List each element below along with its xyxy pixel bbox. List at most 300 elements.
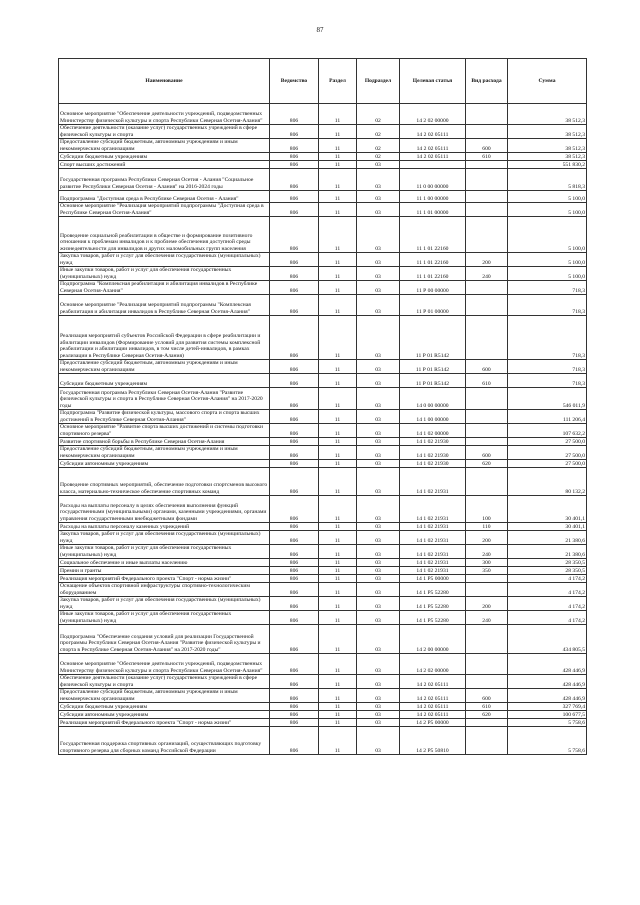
cell-section: 11: [319, 727, 357, 755]
cell-amount: 27 500,0: [508, 446, 587, 460]
cell-target-article: 14 1 02 21930: [400, 438, 466, 446]
cell-department: 806: [270, 169, 319, 191]
cell-subsection: 02: [357, 139, 400, 153]
table-row: [59, 203, 587, 217]
cell-target-article: 14 1 Р5 00000: [400, 575, 466, 583]
cell-department: 806: [270, 496, 319, 523]
cell-name: Основное мероприятие "Развитие спорта высших достижений и системы подготовки спортивного резерва": [59, 424, 270, 438]
cell-section: 11: [319, 139, 357, 153]
cell-name: Подпрограмма "Доступная среда в Республике Северная Осетия - Алания": [59, 191, 270, 203]
cell-target-article: 14 2 02 00000: [400, 654, 466, 675]
cell-section: 11: [319, 295, 357, 316]
cell-amount: 27 500,0: [508, 438, 587, 446]
table-row: [59, 191, 587, 203]
cell-subsection: 03: [357, 388, 400, 410]
cell-expense-type: [466, 316, 508, 360]
cell-expense-type: 600: [466, 139, 508, 153]
cell-expense-type: 110: [466, 523, 508, 531]
cell-department: 806: [270, 675, 319, 689]
cell-expense-type: [466, 217, 508, 253]
table-row: [59, 424, 587, 438]
cell-department: 806: [270, 253, 319, 267]
cell-amount: 434 805,5: [508, 625, 587, 654]
cell-department: 806: [270, 559, 319, 567]
cell-target-article: 14 1 02 21931: [400, 545, 466, 559]
cell-name: Закупка товаров, работ и услуг для обеспечения государственных (муниципальных) нужд: [59, 531, 270, 545]
cell-department: 806: [270, 316, 319, 360]
cell-department: 806: [270, 104, 319, 125]
cell-amount: 38 512,3: [508, 153, 587, 161]
table-row: [59, 727, 587, 755]
cell-expense-type: 100: [466, 496, 508, 523]
table-row: [59, 460, 587, 468]
cell-subsection: 03: [357, 468, 400, 496]
table-header: [59, 59, 587, 104]
cell-section: 11: [319, 523, 357, 531]
cell-department: 806: [270, 523, 319, 531]
cell-department: 806: [270, 719, 319, 727]
cell-name: Иные закупки товаров, работ и услуг для обеспечения государственных (муниципальных) нужд: [59, 267, 270, 281]
cell-name: Проведение социальной реабилитации в обществе и формирование позитивного отношения к проблемам инвалидов и к проблеме обеспечения доступной среды жизнедеятельности для инвалидов и других маломобильных групп населения: [59, 217, 270, 253]
cell-department: 806: [270, 597, 319, 611]
cell-target-article: 11 Р 01 R5142: [400, 316, 466, 360]
cell-name: Субсидии бюджетным учреждениям: [59, 374, 270, 388]
cell-expense-type: 200: [466, 253, 508, 267]
cell-target-article: 14 1 02 21931: [400, 531, 466, 545]
cell-amount: 718,3: [508, 295, 587, 316]
cell-name: Иные закупки товаров, работ и услуг для обеспечения государственных (муниципальных) нужд: [59, 611, 270, 625]
table-row: [59, 104, 587, 125]
cell-subsection: 03: [357, 545, 400, 559]
cell-name: Иные закупки товаров, работ и услуг для обеспечения государственных (муниципальных) нужд: [59, 545, 270, 559]
cell-section: 11: [319, 169, 357, 191]
cell-department: 806: [270, 703, 319, 711]
cell-name: Закупка товаров, работ и услуг для обеспечения государственных (муниципальных) нужд: [59, 597, 270, 611]
cell-name: Оснащение объектов спортивной инфраструктуры спортивно-технологическим оборудованием: [59, 583, 270, 597]
cell-target-article: 14 2 Р5 00000: [400, 719, 466, 727]
cell-subsection: 03: [357, 295, 400, 316]
cell-name: Закупка товаров, работ и услуг для обеспечения государственных (муниципальных) нужд: [59, 253, 270, 267]
cell-expense-type: [466, 654, 508, 675]
cell-name: Предоставление субсидий бюджетным, автономным учреждениям и иным некоммерческим организациям: [59, 139, 270, 153]
table-row: [59, 388, 587, 410]
cell-target-article: 14 2 02 05111: [400, 139, 466, 153]
cell-target-article: 14 1 02 21931: [400, 567, 466, 575]
cell-target-article: 14 2 02 00000: [400, 104, 466, 125]
cell-section: 11: [319, 567, 357, 575]
cell-department: 806: [270, 153, 319, 161]
cell-amount: 718,3: [508, 374, 587, 388]
cell-target-article: 14 1 02 21931: [400, 468, 466, 496]
cell-name: Проведение спортивных мероприятий, обеспечение подготовки спортсменов высокого класса, материально-техническое обеспечение спортивных команд: [59, 468, 270, 496]
cell-name: Основное мероприятие "Обеспечение деятельности учреждений, подведомственных Министерству физической культуры и спорта Республики Северная Осетия-Алания": [59, 104, 270, 125]
cell-department: 806: [270, 625, 319, 654]
cell-section: 11: [319, 153, 357, 161]
table-row: [59, 625, 587, 654]
cell-subsection: 03: [357, 217, 400, 253]
cell-name: Основное мероприятие "Реализация мероприятий подпрограммы "Комплексная реабилитация и абилитация инвалидов в Республике Северная Осетия-Алания": [59, 295, 270, 316]
cell-department: 806: [270, 191, 319, 203]
table-row: [59, 545, 587, 559]
cell-target-article: 14 2 02 05111: [400, 675, 466, 689]
cell-department: 806: [270, 438, 319, 446]
table-row: [59, 711, 587, 719]
cell-expense-type: [466, 191, 508, 203]
cell-name: Предоставление субсидий бюджетным, автономным учреждениям и иным некоммерческим организациям: [59, 689, 270, 703]
cell-name: Социальное обеспечение и иные выплаты населению: [59, 559, 270, 567]
cell-expense-type: 620: [466, 711, 508, 719]
cell-amount: 5 100,0: [508, 267, 587, 281]
cell-subsection: 03: [357, 654, 400, 675]
cell-amount: 28 350,5: [508, 559, 587, 567]
cell-department: 806: [270, 217, 319, 253]
cell-department: 806: [270, 446, 319, 460]
cell-department: 806: [270, 267, 319, 281]
cell-subsection: 03: [357, 191, 400, 203]
cell-name: Субсидии бюджетным учреждениям: [59, 703, 270, 711]
cell-name: Реализация мероприятий Федерального проекта "Спорт - норма жизни": [59, 575, 270, 583]
cell-name: Основное мероприятие "Обеспечение деятельности учреждений, подведомственных Министерству физической культуры и спорта Республики Северная Осетия-Алания": [59, 654, 270, 675]
table-row: [59, 689, 587, 703]
cell-subsection: 03: [357, 169, 400, 191]
cell-expense-type: 620: [466, 460, 508, 468]
cell-name: Расходы на выплаты персоналу в целях обеспечения выполнения функций государственными (муниципальными) органами, казенными учреждениями, органами управления государственными внебюджетными фондами: [59, 496, 270, 523]
cell-target-article: 14 1 02 00000: [400, 424, 466, 438]
cell-section: 11: [319, 583, 357, 597]
cell-subsection: 03: [357, 711, 400, 719]
cell-target-article: 14 1 02 21931: [400, 523, 466, 531]
cell-amount: 28 350,5: [508, 567, 587, 575]
table-row: [59, 496, 587, 523]
table-row: [59, 169, 587, 191]
cell-expense-type: [466, 125, 508, 139]
cell-name: Государственная программа Республики Северная Осетия-Алания "Развитие физической культуры и спорта в Республике Северная Осетия-Алания" на 2017-2020 годы: [59, 388, 270, 410]
cell-expense-type: [466, 410, 508, 424]
cell-target-article: 11 1 01 00000: [400, 203, 466, 217]
cell-department: 806: [270, 295, 319, 316]
cell-name: Государственная поддержка спортивных организаций, осуществляющих подготовку спортивного резерва для сборных команд Российской Федерации: [59, 727, 270, 755]
cell-expense-type: 350: [466, 567, 508, 575]
cell-expense-type: [466, 281, 508, 295]
cell-target-article: 14 1 02 21930: [400, 446, 466, 460]
cell-target-article: 11 0 00 00000: [400, 169, 466, 191]
cell-expense-type: [466, 583, 508, 597]
cell-section: 11: [319, 611, 357, 625]
header-department: Ведомство: [270, 59, 319, 104]
table-row: [59, 316, 587, 360]
cell-target-article: 14 2 00 00000: [400, 625, 466, 654]
cell-expense-type: [466, 104, 508, 125]
table-row: [59, 125, 587, 139]
cell-amount: 111 206,4: [508, 410, 587, 424]
cell-target-article: 14 1 Р5 52280: [400, 583, 466, 597]
table-row: [59, 468, 587, 496]
cell-amount: 4 174,2: [508, 597, 587, 611]
cell-department: 806: [270, 531, 319, 545]
budget-table: [58, 58, 587, 755]
cell-section: 11: [319, 424, 357, 438]
cell-department: 806: [270, 388, 319, 410]
cell-subsection: 03: [357, 531, 400, 545]
cell-department: 806: [270, 424, 319, 438]
table-row: [59, 446, 587, 460]
cell-target-article: 14 2 02 05111: [400, 689, 466, 703]
cell-target-article: 14 2 02 05111: [400, 711, 466, 719]
cell-target-article: 11 1 01 22160: [400, 253, 466, 267]
cell-name: Субсидии бюджетным учреждениям: [59, 153, 270, 161]
cell-target-article: 11 1 00 00000: [400, 191, 466, 203]
header-expense-type: Вид расхода: [466, 59, 508, 104]
cell-department: 806: [270, 567, 319, 575]
cell-name: Подпрограмма "Обеспечение создания условий для реализации Государственной программы Республики Северная Осетия-Алания "Развитие физической культуры и спорта в Республике Северная Осетия-Алания" на 2017-2020 годы": [59, 625, 270, 654]
cell-department: 806: [270, 281, 319, 295]
cell-expense-type: 200: [466, 531, 508, 545]
cell-subsection: 03: [357, 203, 400, 217]
table-row: [59, 360, 587, 374]
cell-name: Обеспечение деятельности (оказание услуг) государственных учреждений в сфере физической культуры и спорта: [59, 125, 270, 139]
table-row: [59, 295, 587, 316]
cell-amount: 428 446,9: [508, 654, 587, 675]
cell-target-article: 14 1 Р5 52280: [400, 611, 466, 625]
cell-amount: 38 512,3: [508, 104, 587, 125]
table-row: [59, 267, 587, 281]
cell-amount: 551 830,2: [508, 161, 587, 169]
cell-department: 806: [270, 711, 319, 719]
cell-name: Государственная программа Республики Северная Осетия - Алания "Социальное развитие Республики Северная Осетия - Алания" на 2016-2024 годы: [59, 169, 270, 191]
table-row: [59, 161, 587, 169]
table-row: [59, 567, 587, 575]
cell-name: Реализация мероприятий субъектов Российской Федерации в сфере реабилитации и абилитации инвалидов (Формирование условий для развития системы комплексной реабилитации и абилитации инвалидов, в том числе детей-инвалидов, в рамках реализации в Республике Северная Осетия-Алания): [59, 316, 270, 360]
cell-department: 806: [270, 125, 319, 139]
cell-amount: 80 132,2: [508, 468, 587, 496]
cell-expense-type: [466, 675, 508, 689]
cell-section: 11: [319, 468, 357, 496]
cell-expense-type: 240: [466, 267, 508, 281]
cell-amount: 718,3: [508, 316, 587, 360]
table-row: [59, 374, 587, 388]
cell-subsection: 03: [357, 583, 400, 597]
cell-amount: 27 500,0: [508, 460, 587, 468]
cell-amount: 4 174,2: [508, 575, 587, 583]
cell-name: Подпрограмма "Развитие физической культуры, массового спорта и спорта высших достижений в Республике Северная Осетия-Алания": [59, 410, 270, 424]
cell-target-article: 14 1 00 00000: [400, 410, 466, 424]
table-row: [59, 675, 587, 689]
cell-subsection: 03: [357, 253, 400, 267]
cell-amount: 5 100,0: [508, 253, 587, 267]
cell-section: 11: [319, 438, 357, 446]
header-subsection: Подраздел: [357, 59, 400, 104]
cell-department: 806: [270, 545, 319, 559]
cell-target-article: 14 1 02 21930: [400, 460, 466, 468]
table-row: [59, 438, 587, 446]
cell-amount: 30 401,1: [508, 496, 587, 523]
cell-subsection: 03: [357, 446, 400, 460]
cell-expense-type: 610: [466, 374, 508, 388]
cell-subsection: 03: [357, 727, 400, 755]
cell-expense-type: [466, 438, 508, 446]
cell-expense-type: [466, 468, 508, 496]
cell-section: 11: [319, 559, 357, 567]
header-row: [59, 59, 587, 104]
table-row: [59, 583, 587, 597]
cell-name: Субсидии автономным учреждениям: [59, 460, 270, 468]
header-target-article: Целевая статья: [400, 59, 466, 104]
cell-section: 11: [319, 531, 357, 545]
cell-amount: 38 512,3: [508, 125, 587, 139]
cell-subsection: 02: [357, 125, 400, 139]
cell-name: Предоставление субсидий бюджетным, автономным учреждениям и иным некоммерческим организациям: [59, 446, 270, 460]
cell-expense-type: [466, 203, 508, 217]
cell-amount: 718,3: [508, 281, 587, 295]
cell-target-article: [400, 161, 466, 169]
cell-section: 11: [319, 253, 357, 267]
cell-expense-type: [466, 575, 508, 583]
cell-amount: 5 100,0: [508, 217, 587, 253]
cell-name: Предоставление субсидий бюджетным, автономным учреждениям и иным некоммерческим организациям: [59, 360, 270, 374]
cell-name: Спорт высших достижений: [59, 161, 270, 169]
cell-expense-type: 600: [466, 689, 508, 703]
cell-name: Расходы на выплаты персоналу казенных учреждений: [59, 523, 270, 531]
cell-department: 806: [270, 139, 319, 153]
cell-department: 806: [270, 727, 319, 755]
cell-section: 11: [319, 711, 357, 719]
cell-subsection: 03: [357, 316, 400, 360]
cell-amount: 718,3: [508, 360, 587, 374]
cell-department: 806: [270, 360, 319, 374]
cell-section: 11: [319, 675, 357, 689]
cell-target-article: 14 2 Р5 50810: [400, 727, 466, 755]
table-row: [59, 719, 587, 727]
cell-expense-type: 600: [466, 360, 508, 374]
cell-section: 11: [319, 625, 357, 654]
cell-section: 11: [319, 719, 357, 727]
cell-name: Обеспечение деятельности (оказание услуг) государственных учреждений в сфере физической культуры и спорта: [59, 675, 270, 689]
cell-amount: 4 174,2: [508, 583, 587, 597]
cell-amount: 30 401,1: [508, 523, 587, 531]
cell-department: 806: [270, 654, 319, 675]
cell-amount: 546 011,9: [508, 388, 587, 410]
cell-target-article: 14 1 Р5 52280: [400, 597, 466, 611]
cell-department: 806: [270, 374, 319, 388]
cell-target-article: 14 2 02 05111: [400, 703, 466, 711]
table-row: [59, 703, 587, 711]
cell-amount: 428 446,9: [508, 675, 587, 689]
table-row: [59, 139, 587, 153]
table-row: [59, 217, 587, 253]
cell-section: 11: [319, 281, 357, 295]
cell-section: 11: [319, 597, 357, 611]
cell-subsection: 03: [357, 597, 400, 611]
cell-subsection: 03: [357, 559, 400, 567]
cell-subsection: 03: [357, 281, 400, 295]
cell-subsection: 03: [357, 360, 400, 374]
table-row: [59, 559, 587, 567]
cell-expense-type: [466, 169, 508, 191]
page-number: 87: [316, 26, 324, 34]
table-row: [59, 611, 587, 625]
cell-section: 11: [319, 410, 357, 424]
cell-target-article: 11 Р 00 00000: [400, 281, 466, 295]
cell-expense-type: [466, 161, 508, 169]
cell-target-article: 14 2 02 05111: [400, 153, 466, 161]
cell-name: Реализация мероприятий Федерального проекта "Спорт - норма жизни": [59, 719, 270, 727]
cell-name: Основное мероприятие "Реализация мероприятий подпрограммы "Доступная среда в Республике Северная Осетия-Алания": [59, 203, 270, 217]
cell-section: 11: [319, 496, 357, 523]
cell-subsection: 03: [357, 460, 400, 468]
cell-section: 11: [319, 191, 357, 203]
cell-section: 11: [319, 388, 357, 410]
cell-amount: 5 100,0: [508, 203, 587, 217]
cell-target-article: 14 2 02 05111: [400, 125, 466, 139]
cell-department: 806: [270, 583, 319, 597]
table-row: [59, 654, 587, 675]
table-row: [59, 523, 587, 531]
cell-target-article: 11 1 01 22160: [400, 267, 466, 281]
table-row: [59, 153, 587, 161]
header-name: Наименование: [59, 59, 270, 104]
cell-section: 11: [319, 545, 357, 559]
cell-section: 11: [319, 316, 357, 360]
cell-subsection: 03: [357, 625, 400, 654]
cell-section: 11: [319, 360, 357, 374]
cell-section: 11: [319, 161, 357, 169]
cell-expense-type: 240: [466, 611, 508, 625]
cell-section: 11: [319, 125, 357, 139]
cell-section: 11: [319, 460, 357, 468]
table-row: [59, 575, 587, 583]
cell-section: 11: [319, 374, 357, 388]
cell-subsection: 03: [357, 567, 400, 575]
header-section: Раздел: [319, 59, 357, 104]
cell-target-article: 14 0 00 00000: [400, 388, 466, 410]
table-row: [59, 597, 587, 611]
cell-department: 806: [270, 410, 319, 424]
cell-target-article: 11 Р 01 R5142: [400, 374, 466, 388]
cell-subsection: 03: [357, 438, 400, 446]
cell-expense-type: [466, 727, 508, 755]
cell-amount: 5 758,6: [508, 727, 587, 755]
cell-section: 11: [319, 267, 357, 281]
cell-subsection: 02: [357, 153, 400, 161]
cell-expense-type: 200: [466, 597, 508, 611]
cell-department: 806: [270, 460, 319, 468]
cell-department: 806: [270, 611, 319, 625]
cell-department: 806: [270, 689, 319, 703]
cell-section: 11: [319, 703, 357, 711]
cell-amount: 21 380,6: [508, 545, 587, 559]
cell-subsection: 03: [357, 703, 400, 711]
cell-amount: 5 818,3: [508, 169, 587, 191]
cell-subsection: 03: [357, 161, 400, 169]
cell-expense-type: [466, 625, 508, 654]
cell-section: 11: [319, 203, 357, 217]
cell-target-article: 11 1 01 22160: [400, 217, 466, 253]
cell-subsection: 03: [357, 267, 400, 281]
cell-section: 11: [319, 689, 357, 703]
cell-department: 806: [270, 468, 319, 496]
cell-section: 11: [319, 217, 357, 253]
cell-amount: 327 769,4: [508, 703, 587, 711]
cell-amount: 428 446,9: [508, 689, 587, 703]
cell-department: 806: [270, 575, 319, 583]
cell-amount: 5 100,0: [508, 191, 587, 203]
table-row: [59, 281, 587, 295]
cell-department: 806: [270, 203, 319, 217]
cell-expense-type: 300: [466, 559, 508, 567]
cell-amount: 5 758,6: [508, 719, 587, 727]
cell-subsection: 02: [357, 104, 400, 125]
table-row: [59, 410, 587, 424]
